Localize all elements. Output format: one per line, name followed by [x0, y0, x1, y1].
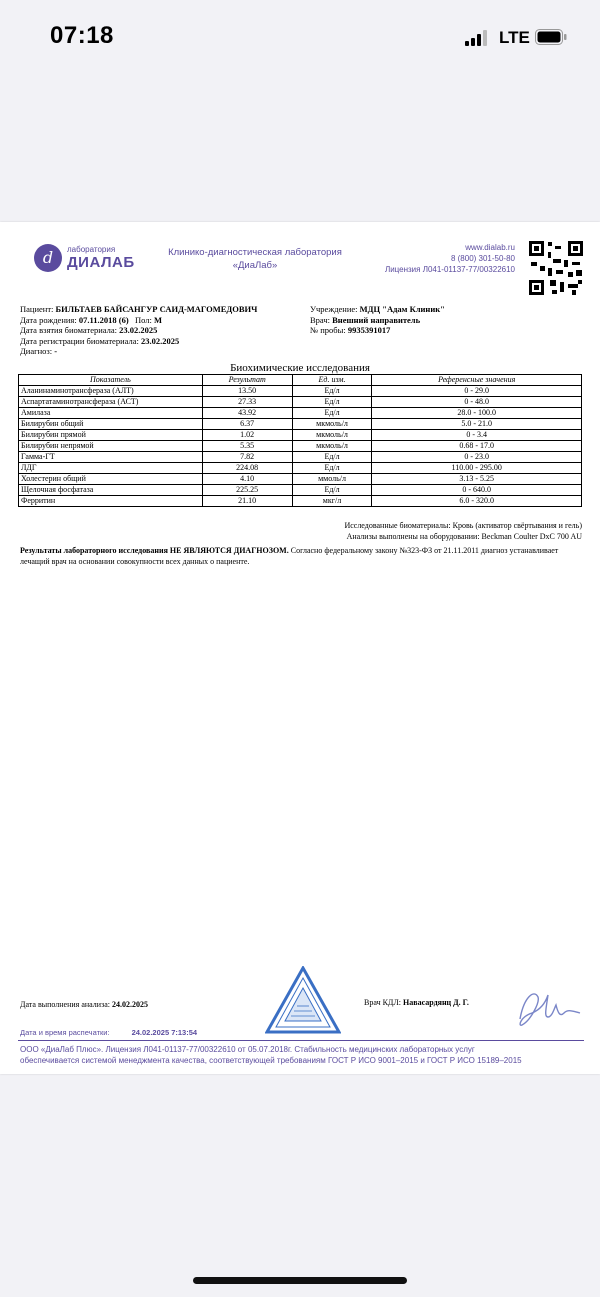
- reg-row: [20, 336, 300, 347]
- org-info: [20, 1044, 590, 1066]
- logo-title: ДИАЛАБ: [67, 254, 135, 271]
- table-header-row: [19, 375, 582, 386]
- lab-stamp-icon: [265, 966, 341, 1034]
- sex-label: Пол:: [135, 314, 152, 325]
- test-reference: 0 - 640.0: [372, 485, 582, 496]
- sample-value: 9935391017: [347, 325, 391, 335]
- disclaimer-text: Согласно федеральному закону №323-ФЗ от 21.11.2011 диагноз устанавливает лечащий врач на основании совокупности всех данных о пациенте.: [20, 546, 559, 566]
- order-info: [310, 304, 590, 336]
- test-result: 43.92: [202, 408, 292, 419]
- patient-row: [20, 304, 300, 315]
- test-reference: 6.0 - 320.0: [372, 496, 582, 507]
- patient-label: Пациент:: [20, 304, 54, 314]
- dob-row: [20, 315, 300, 326]
- dob-label: Дата рождения:: [20, 314, 77, 325]
- diag-value: -: [54, 346, 58, 356]
- inst-row: [310, 304, 590, 315]
- test-name: Аланинаминотрансфераза (АЛТ): [19, 386, 203, 397]
- reg-label: Дата регистрации биоматериала:: [20, 335, 139, 346]
- network-type: LTE: [499, 28, 530, 47]
- test-result: 5.35: [202, 441, 292, 452]
- print-datetime: [20, 1028, 197, 1037]
- test-result: 21.10: [202, 496, 292, 507]
- test-reference: 0 - 29.0: [372, 386, 582, 397]
- test-unit: Ед/л: [292, 485, 372, 496]
- qr-code-icon: [528, 240, 584, 296]
- logo-subtitle: лаборатория: [67, 245, 116, 254]
- biomaterials-line: Исследованные биоматериалы: Кровь (активатор свёртывания и гель): [344, 521, 582, 530]
- patient-info: [20, 304, 300, 357]
- clock: 07:18: [50, 22, 114, 49]
- test-unit: ммоль/л: [292, 474, 372, 485]
- test-result: 6.37: [202, 419, 292, 430]
- test-unit: Ед/л: [292, 463, 372, 474]
- test-reference: 110.00 - 295.00: [372, 463, 582, 474]
- footer-divider: [18, 1040, 584, 1041]
- lab-license: Лицензия Л041-01137-77/00322610: [384, 265, 515, 274]
- lab-phone: 8 (800) 301-50-80: [450, 254, 515, 263]
- sex-value: М: [154, 314, 163, 325]
- inst-label: Учреждение:: [310, 304, 358, 314]
- table-row: [19, 452, 582, 463]
- taken-label: Дата взятия биоматериала:: [20, 325, 117, 335]
- test-reference: 0 - 23.0: [372, 452, 582, 463]
- test-name: Щелочная фосфатаза: [19, 485, 203, 496]
- logo-mark-icon: d: [34, 244, 62, 272]
- signature-icon: [512, 987, 582, 1029]
- lab-report: [0, 222, 600, 1074]
- test-name: Билирубин общий: [19, 419, 203, 430]
- equipment-line: Анализы выполнены на оборудовании: Beckman Coulter DxC 700 AU: [346, 532, 582, 541]
- column-header: Ед. изм.: [292, 375, 372, 386]
- test-reference: 3.13 - 5.25: [372, 474, 582, 485]
- test-reference: 0.68 - 17.0: [372, 441, 582, 452]
- execution-date: [20, 1000, 148, 1009]
- test-reference: 0 - 3.4: [372, 430, 582, 441]
- test-reference: 28.0 - 100.0: [372, 408, 582, 419]
- test-result: 224.08: [202, 463, 292, 474]
- test-result: 1.02: [202, 430, 292, 441]
- disclaimer-bold: Результаты лабораторного исследования НЕ ЯВЛЯЮТСЯ ДИАГНОЗОМ.: [20, 546, 289, 555]
- doctor-value: Внешний направитель: [332, 314, 421, 325]
- test-unit: Ед/л: [292, 386, 372, 397]
- lab-name-line2: «ДиаЛаб»: [232, 260, 278, 271]
- test-result: 7.82: [202, 452, 292, 463]
- table-row: [19, 441, 582, 452]
- test-name: Ферритин: [19, 496, 203, 507]
- sample-label: № пробы:: [310, 325, 346, 335]
- table-row: [19, 408, 582, 419]
- test-unit: мкмоль/л: [292, 419, 372, 430]
- table-row: [19, 496, 582, 507]
- test-reference: 0 - 48.0: [372, 397, 582, 408]
- patient-name: БИЛЬТАЕВ БАЙСАНГУР САИД-МАГОМЕДОВИЧ: [55, 304, 258, 314]
- exec-label: Дата выполнения анализа:: [20, 1000, 110, 1009]
- taken-value: 23.02.2025: [119, 325, 158, 335]
- battery-icon: [535, 29, 567, 45]
- kdl-label: Врач КДЛ:: [364, 998, 402, 1007]
- kdl-doctor: [364, 998, 469, 1007]
- table-row: [19, 397, 582, 408]
- table-row: [19, 430, 582, 441]
- home-indicator[interactable]: [193, 1277, 407, 1284]
- print-value: 24.02.2025 7:13:54: [131, 1028, 198, 1037]
- test-name: Аспартатаминотрансфераза (АСТ): [19, 397, 203, 408]
- sample-row: [310, 325, 590, 336]
- disclaimer: [20, 545, 586, 567]
- test-result: 225.25: [202, 485, 292, 496]
- test-result: 13.50: [202, 386, 292, 397]
- status-bar: [0, 0, 600, 80]
- table-row: [19, 474, 582, 485]
- column-header: Результат: [202, 375, 292, 386]
- table-row: [19, 386, 582, 397]
- test-name: Билирубин непрямой: [19, 441, 203, 452]
- test-name: Холестерин общий: [19, 474, 203, 485]
- test-name: Билирубин прямой: [19, 430, 203, 441]
- reg-value: 23.02.2025: [140, 335, 180, 346]
- lab-site: www.dialab.ru: [465, 243, 515, 252]
- test-name: Амилаза: [19, 408, 203, 419]
- diag-label: Диагноз:: [20, 346, 53, 356]
- test-unit: мкмоль/л: [292, 430, 372, 441]
- dialab-logo: [34, 244, 144, 274]
- test-name: ЛДГ: [19, 463, 203, 474]
- table-row: [19, 463, 582, 474]
- table-row: [19, 485, 582, 496]
- test-result: 27.33: [202, 397, 292, 408]
- test-unit: Ед/л: [292, 452, 372, 463]
- lab-contacts: [340, 242, 515, 275]
- test-result: 4.10: [202, 474, 292, 485]
- materials-info: [300, 520, 582, 542]
- dob-value: 07.11.2018 (6): [78, 314, 129, 325]
- kdl-name: Навасардянц Д. Г.: [403, 998, 469, 1007]
- section-title: Биохимические исследования: [230, 362, 370, 374]
- test-unit: Ед/л: [292, 397, 372, 408]
- table-row: [19, 419, 582, 430]
- lab-name-line1: Клинико-диагностическая лаборатория: [168, 247, 342, 258]
- column-header: Показатель: [19, 375, 203, 386]
- test-unit: Ед/л: [292, 408, 372, 419]
- doctor-label: Врач:: [310, 314, 330, 325]
- print-label: Дата и время распечатки:: [20, 1028, 110, 1037]
- test-name: Гамма-ГТ: [19, 452, 203, 463]
- lab-name: [155, 246, 355, 272]
- inst-value: МДЦ "Адам Клиник": [359, 304, 445, 314]
- diag-row: [20, 346, 300, 357]
- test-unit: мкг/л: [292, 496, 372, 507]
- test-reference: 5.0 - 21.0: [372, 419, 582, 430]
- exec-date: 24.02.2025: [112, 1000, 148, 1009]
- org-line2: обеспечивается системой менеджмента качества, соответствующей требованиям ГОСТ Р ИСО 9001–2015 и ГОСТ Р ИСО 15189–2015: [20, 1056, 522, 1065]
- column-header: Референсные значения: [372, 375, 582, 386]
- org-line1: ООО «ДиаЛаб Плюс». Лицензия Л041-01137-77/00322610 от 05.07.2018г. Стабильность медицинских лабораторных услуг: [20, 1045, 475, 1054]
- doctor-row: [310, 315, 590, 326]
- taken-row: [20, 325, 300, 336]
- signal-icon: [465, 30, 491, 46]
- test-unit: мкмоль/л: [292, 441, 372, 452]
- results-table: [18, 374, 582, 507]
